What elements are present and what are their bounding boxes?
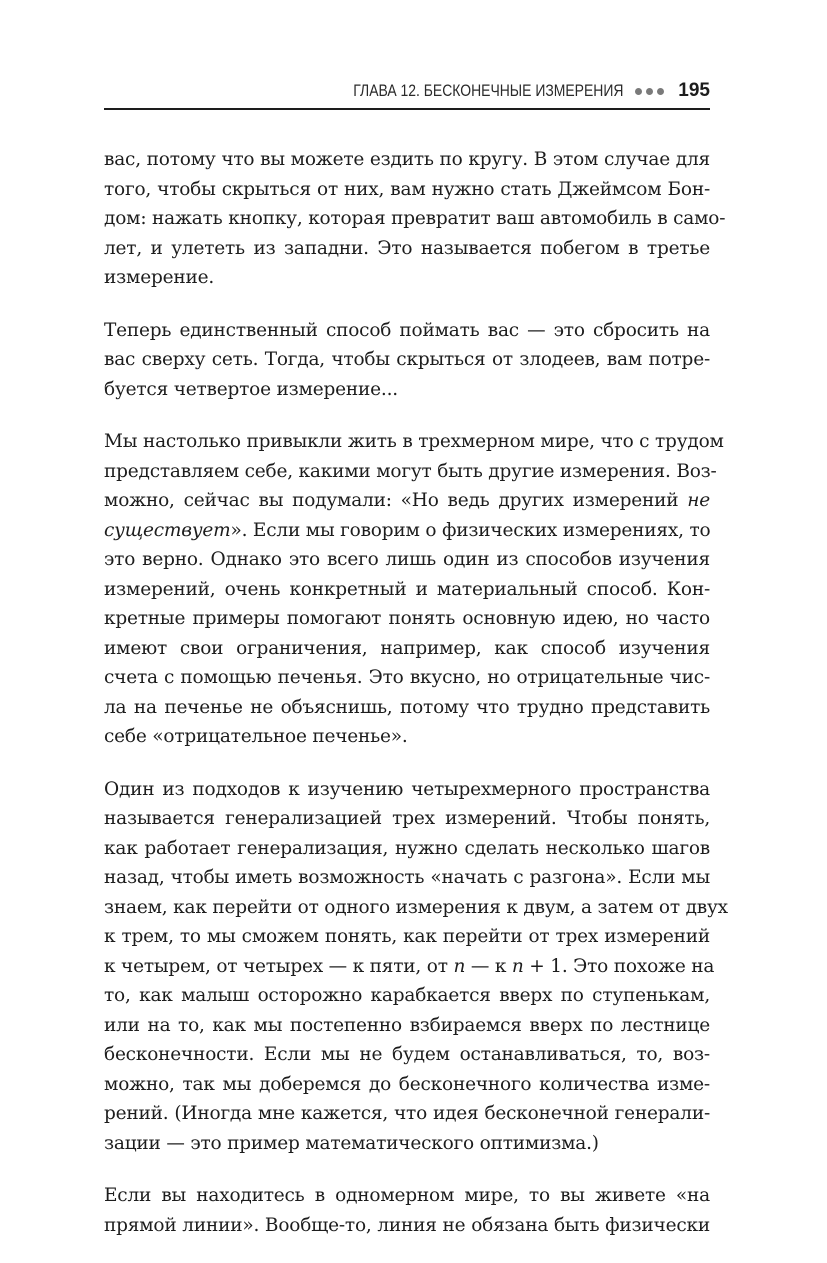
text-line: зации — это пример математического оптимизма.) bbox=[104, 1132, 599, 1154]
paragraph-1 bbox=[104, 145, 726, 293]
text-line bbox=[104, 952, 715, 982]
text-line: себе «отрицательное печенье». bbox=[104, 726, 408, 747]
text-line: это верно. Однако это всего лишь один из способов изучения bbox=[104, 549, 710, 570]
text-line: счета с помощью печенья. Это вкусно, но отрицательные чис- bbox=[104, 667, 710, 688]
body-text bbox=[104, 145, 728, 1263]
text-line-with-italic bbox=[104, 486, 710, 516]
text-line: кретные примеры помогают понять основную идею, но часто bbox=[104, 608, 710, 629]
text-line: вас сверху сеть. Тогда, чтобы скрыться от злодеев, вам потре- bbox=[104, 349, 710, 370]
text-line: измерение. bbox=[104, 267, 215, 288]
text-line: вас, потому что вы можете ездить по кругу. В этом случае для bbox=[104, 149, 710, 170]
dot-icon bbox=[646, 88, 653, 95]
italic-variable: n bbox=[511, 955, 524, 977]
text-line: Мы настолько привыкли жить в трехмерном мире, что с трудом bbox=[104, 431, 724, 452]
text-segment: + 1. Это похоже на bbox=[523, 955, 715, 977]
running-header bbox=[104, 78, 710, 110]
text-line-with-italic bbox=[104, 516, 710, 546]
text-line: бесконечности. Если мы не будем останавливаться, то, воз- bbox=[104, 1044, 710, 1065]
text-line: лет, и улететь из западни. Это называется побегом в третье bbox=[104, 237, 710, 259]
italic-emphasis: существует bbox=[104, 519, 231, 541]
text-segment: — к bbox=[465, 955, 512, 977]
text-line: к трем, то мы сможем понять, как перейти от трех измерений bbox=[104, 926, 710, 947]
text-line: представляем себе, какими могут быть другие измерения. Воз- bbox=[104, 460, 717, 482]
running-title: ГЛАВА 12. БЕСКОНЕЧНЫЕ ИЗМЕРЕНИЯ bbox=[353, 81, 624, 100]
text-line: дом: нажать кнопку, которая превратит ваш автомобиль в само- bbox=[104, 208, 726, 229]
text-line: то, как малыш осторожно карабкается вверх по ступенькам, bbox=[104, 985, 710, 1006]
text-line: или на то, как мы постепенно взбираемся вверх по лестнице bbox=[104, 1014, 710, 1036]
text-line: назад, чтобы иметь возможность «начать с разгона». Если мы bbox=[104, 867, 710, 888]
text-segment: к четырем, от четырех — к пяти, от bbox=[104, 955, 454, 977]
text-line: Один из подходов к изучению четырехмерного пространства bbox=[104, 778, 710, 800]
text-segment: можно, сейчас вы подумали: «Но ведь других измерений bbox=[104, 490, 679, 511]
paragraph-4 bbox=[104, 775, 728, 1159]
text-line: имеют свои ограничения, например, как способ изучения bbox=[104, 637, 710, 659]
paragraph-2 bbox=[104, 316, 710, 405]
text-line: буется четвертое измерение... bbox=[104, 378, 398, 400]
text-line: прямой линии». Вообще-то, линия не обязана быть физически bbox=[104, 1214, 710, 1236]
text-line: Если вы находитесь в одномерном мире, то вы живете «на bbox=[104, 1185, 710, 1206]
text-segment: ». Если мы говорим о физических измерениях, то bbox=[230, 519, 711, 541]
text-line: того, чтобы скрыться от них, вам нужно стать Джеймсом Бон- bbox=[104, 178, 710, 200]
text-line: ла на печенье не объяснишь, потому что трудно представить bbox=[104, 696, 710, 718]
text-line: называется генерализацией трех измерений. Чтобы понять, bbox=[104, 808, 710, 829]
italic-variable: n bbox=[453, 955, 466, 977]
header-content bbox=[294, 80, 710, 102]
dot-icon bbox=[657, 88, 664, 95]
text-line: знаем, как перейти от одного измерения к двум, а затем от двух bbox=[104, 896, 728, 918]
dot-icon bbox=[635, 88, 642, 95]
header-dots-ornament bbox=[635, 88, 664, 95]
text-line: Теперь единственный способ поймать вас — это сбросить на bbox=[104, 319, 710, 341]
text-line: измерений, очень конкретный и материальный способ. Кон- bbox=[104, 578, 710, 600]
italic-emphasis: не bbox=[687, 490, 710, 511]
page-number: 195 bbox=[678, 80, 710, 101]
text-line: можно, так мы доберемся до бесконечного количества изме- bbox=[104, 1073, 710, 1095]
paragraph-3 bbox=[104, 427, 724, 752]
text-line: рений. (Иногда мне кажется, что идея бесконечной генерали- bbox=[104, 1103, 710, 1124]
text-line: как работает генерализация, нужно сделать несколько шагов bbox=[104, 837, 710, 859]
